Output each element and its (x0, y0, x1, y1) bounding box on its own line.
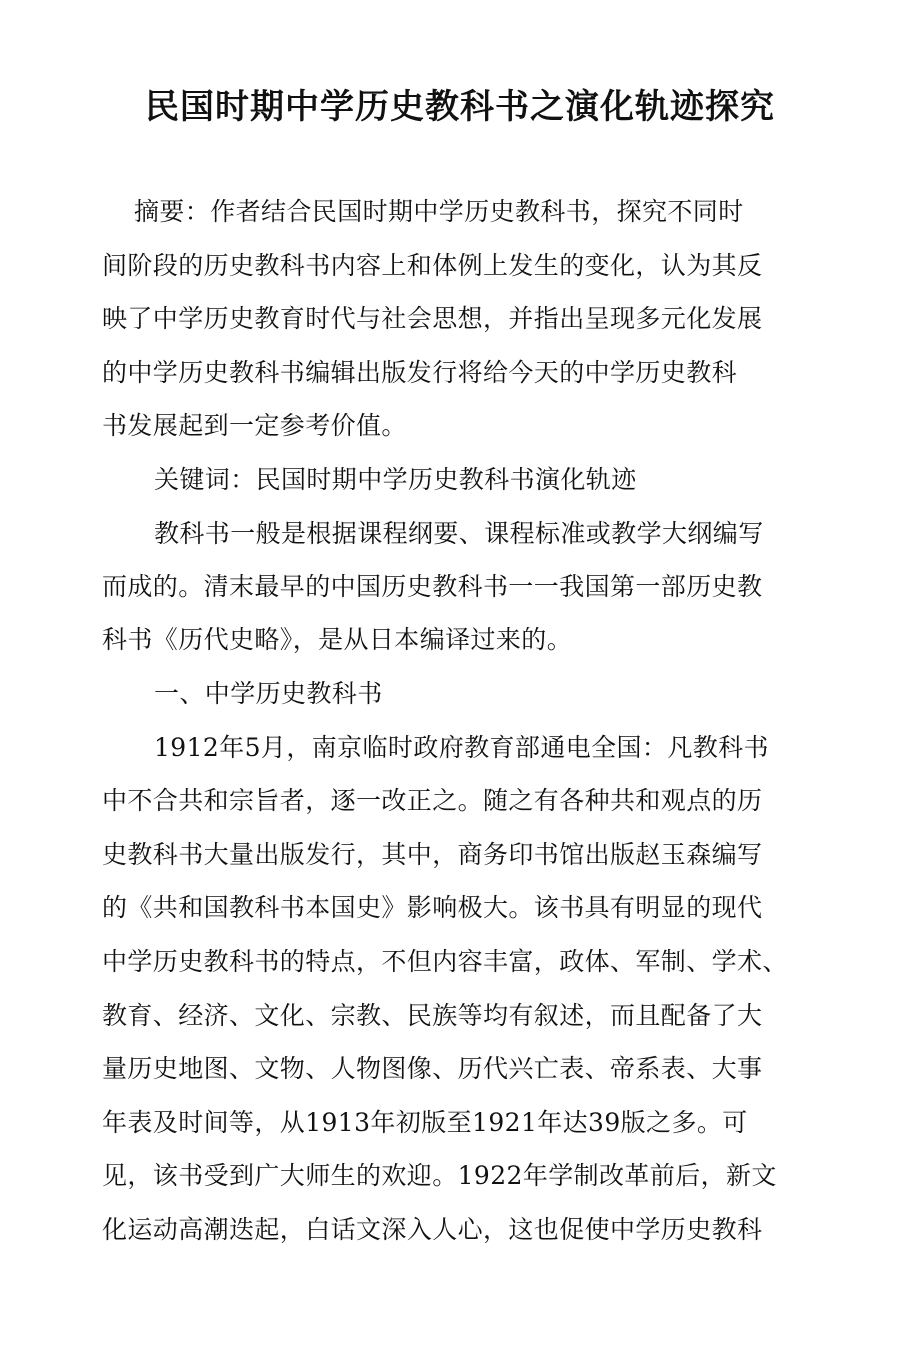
body-line-10: 量历史地图、文物、人物图像、历代兴亡表、帝系表、大事 (102, 1054, 763, 1083)
abstract-line-4: 的中学历史教科书编辑出版发行将给今天的中学历史教科 (102, 358, 738, 387)
body-line-1: 教科书一般是根据课程纲要、课程标准或教学大纲编写 (154, 519, 764, 548)
abstract-line-2: 间阶段的历史教科书内容上和体例上发生的变化，认为其反 (102, 251, 763, 280)
body-line-7: 的《共和国教科书本国史》影响极大。该书具有明显的现代 (102, 893, 763, 922)
body-line-13: 化运动高潮迭起，白话文深入人心，这也促使中学历史教科 (102, 1215, 763, 1244)
abstract-line-3: 映了中学历史教育时代与社会思想，并指出呈现多元化发展 (102, 304, 763, 333)
body-line-5: 中不合共和宗旨者，逐一改正之。随之有各种共和观点的历 (102, 786, 763, 815)
body-line-12: 见，该书受到广大师生的欢迎。1922年学制改革前后，新文 (102, 1161, 777, 1190)
keywords-line: 关键词：民国时期中学历史教科书演化轨迹 (154, 465, 637, 494)
body-line-2: 而成的。清末最早的中国历史教科书一一我国第一部历史教 (102, 572, 763, 601)
body-line-3: 科书《历代史略》，是从日本编译过来的。 (102, 625, 573, 654)
body-line-11: 年表及时间等，从1913年初版至1921年达39版之多。可 (102, 1108, 748, 1137)
body-line-6: 史教科书大量出版发行，其中，商务印书馆出版赵玉森编写 (102, 840, 763, 869)
body-line-4: 1912年5月，南京临时政府教育部通电全国：凡教科书 (154, 733, 769, 762)
section-heading: 一、中学历史教科书 (154, 679, 383, 708)
abstract-line-5: 书发展起到一定参考价值。 (102, 411, 407, 440)
document-title: 民国时期中学历史教科书之演化轨迹探究 (145, 87, 775, 127)
abstract-line-1: 摘要：作者结合民国时期中学历史教科书，探究不同时 (134, 197, 744, 226)
body-line-8: 中学历史教科书的特点，不但内容丰富，政体、军制、学术、 (102, 947, 788, 976)
body-line-9: 教育、经济、文化、宗教、民族等均有叙述，而且配备了大 (102, 1001, 763, 1030)
